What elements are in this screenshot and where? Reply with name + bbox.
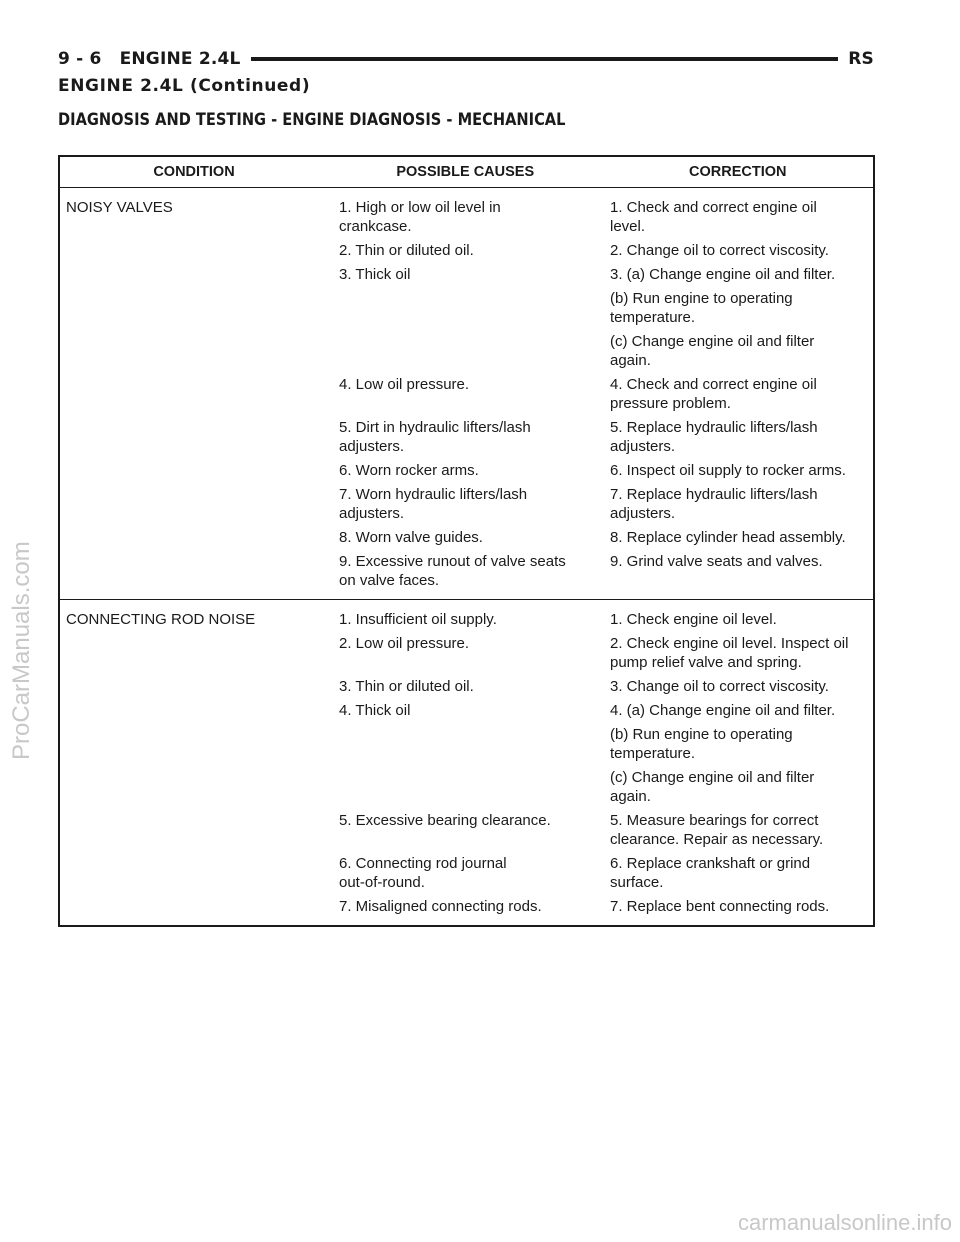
cause-row <box>328 198 873 236</box>
column-header-correction: CORRECTION <box>603 156 875 188</box>
cause-row <box>328 897 873 916</box>
continued-heading: ENGINE 2.4L (Continued) <box>58 76 311 96</box>
correction-step: 5. Measure bearings for correct clearance. Repair as necessary. <box>610 812 824 848</box>
cause-row <box>328 677 873 696</box>
correction <box>602 265 873 370</box>
cause-row <box>328 634 873 672</box>
cause-row <box>328 528 873 547</box>
correction-step: 3. Change oil to correct viscosity. <box>610 678 829 695</box>
possible-cause: 9. Excessive runout of valve seats on valve faces. <box>339 553 566 589</box>
correction-step: 5. Replace hydraulic lifters/lash adjusters. <box>610 419 818 455</box>
cause-row <box>328 701 873 806</box>
causes-corrections-cell <box>328 600 874 927</box>
column-header-condition: CONDITION <box>59 156 328 188</box>
cause-row <box>328 418 873 456</box>
correction <box>602 552 873 590</box>
correction-step: 3. (a) Change engine oil and filter. <box>610 266 836 283</box>
possible-cause: 2. Low oil pressure. <box>339 635 470 652</box>
correction-step: 7. Replace bent connecting rods. <box>610 898 830 915</box>
correction-step: 2. Change oil to correct viscosity. <box>610 242 829 259</box>
correction <box>602 241 873 260</box>
correction <box>602 375 873 413</box>
page-number: 9 - 6 <box>58 49 102 69</box>
correction <box>602 610 873 629</box>
cause-row <box>328 811 873 849</box>
cause-row <box>328 552 873 590</box>
correction <box>602 854 873 892</box>
cause-row <box>328 241 873 260</box>
table-header-row <box>59 156 874 188</box>
correction-step: 6. Replace crankshaft or grind surface. <box>610 855 811 891</box>
possible-cause: 4. Low oil pressure. <box>339 376 470 393</box>
section-title: DIAGNOSIS AND TESTING - ENGINE DIAGNOSIS - MECHANICAL <box>58 110 566 130</box>
correction-step: (c) Change engine oil and filter again. <box>610 769 815 805</box>
correction-step: (b) Run engine to operating temperature. <box>610 290 793 326</box>
possible-cause: 5. Dirt in hydraulic lifters/lash adjusters. <box>339 419 531 455</box>
correction <box>602 418 873 456</box>
correction-step: 2. Check engine oil level. Inspect oil pump relief valve and spring. <box>610 635 849 671</box>
possible-cause: 6. Worn rocker arms. <box>339 462 479 479</box>
correction <box>602 198 873 236</box>
possible-cause: 2. Thin or diluted oil. <box>339 242 474 259</box>
watermark-bottom: carmanualsonline.info <box>737 1210 952 1235</box>
correction <box>602 897 873 916</box>
table-row <box>59 600 874 927</box>
possible-cause: 4. Thick oil <box>339 702 411 719</box>
cause-row <box>328 485 873 523</box>
correction <box>602 701 873 806</box>
correction-step: 1. Check engine oil level. <box>610 611 777 628</box>
possible-cause: 7. Worn hydraulic lifters/lash adjusters. <box>339 486 528 522</box>
condition-cell: NOISY VALVES <box>59 188 328 600</box>
correction-step: 8. Replace cylinder head assembly. <box>610 529 846 546</box>
section-name: ENGINE 2.4L <box>119 49 241 69</box>
cause-row <box>328 610 873 629</box>
table-row <box>59 188 874 600</box>
possible-cause: 1. Insufficient oil supply. <box>339 611 497 628</box>
model-code: RS <box>848 49 874 69</box>
watermark-left: ProCarManuals.com <box>8 541 35 760</box>
cause-row <box>328 375 873 413</box>
column-header-causes: POSSIBLE CAUSES <box>328 156 603 188</box>
correction <box>602 528 873 547</box>
correction <box>602 677 873 696</box>
correction-step: 9. Grind valve seats and valves. <box>610 553 823 570</box>
correction <box>602 461 873 480</box>
cause-row <box>328 265 873 370</box>
possible-cause: 1. High or low oil level in crankcase. <box>339 199 501 235</box>
causes-corrections-cell <box>328 188 874 600</box>
page-header <box>58 46 874 72</box>
possible-cause: 5. Excessive bearing clearance. <box>339 812 551 829</box>
cause-row <box>328 461 873 480</box>
correction-step: 6. Inspect oil supply to rocker arms. <box>610 462 846 479</box>
possible-cause: 3. Thick oil <box>339 266 411 283</box>
correction-step: 1. Check and correct engine oil level. <box>610 199 817 235</box>
diagnosis-table <box>58 155 875 927</box>
correction-step: (b) Run engine to operating temperature. <box>610 726 793 762</box>
correction-step: 4. Check and correct engine oil pressure problem. <box>610 376 817 412</box>
possible-cause: 7. Misaligned connecting rods. <box>339 898 542 915</box>
correction-step: (c) Change engine oil and filter again. <box>610 333 815 369</box>
correction <box>602 634 873 672</box>
possible-cause: 8. Worn valve guides. <box>339 529 483 546</box>
correction-step: 4. (a) Change engine oil and filter. <box>610 702 836 719</box>
possible-cause: 6. Connecting rod journal out-of-round. <box>339 855 507 891</box>
cause-row <box>328 854 873 892</box>
condition-cell: CONNECTING ROD NOISE <box>59 600 328 927</box>
correction <box>602 485 873 523</box>
possible-cause: 3. Thin or diluted oil. <box>339 678 474 695</box>
correction-step: 7. Replace hydraulic lifters/lash adjusters. <box>610 486 818 522</box>
header-rule <box>251 57 839 61</box>
correction <box>602 811 873 849</box>
